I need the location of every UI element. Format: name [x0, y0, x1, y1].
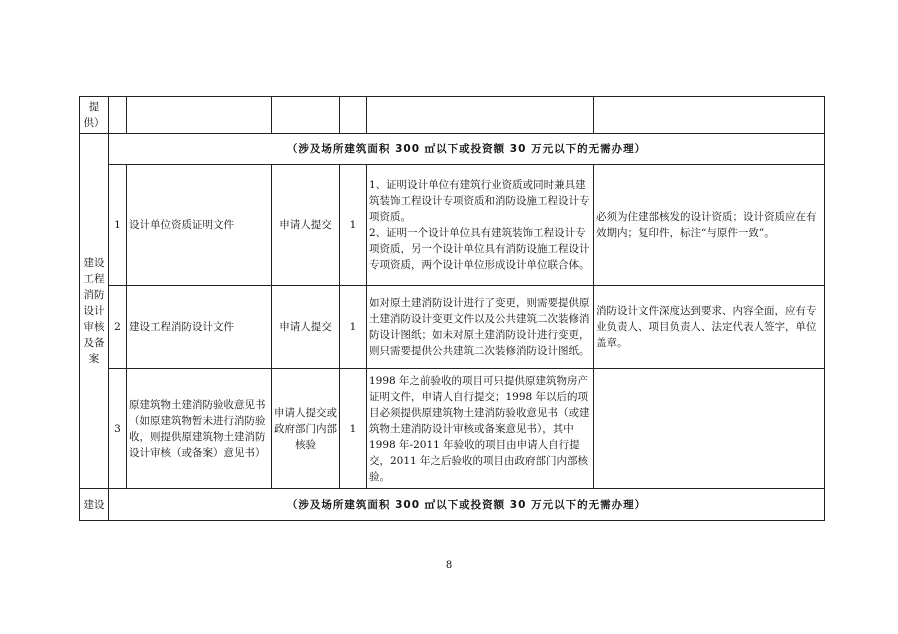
section-label-bottom: 建设 — [80, 489, 109, 521]
empty-cell — [340, 97, 367, 134]
table-row — [80, 286, 825, 369]
material-source: 申请人提交 — [272, 286, 340, 369]
material-description: 如对原土建消防设计进行了变更，则需要提供原土建消防设计变更文件以及公共建筑二次装修消防设计图纸；如未对原土建消防设计进行变更，则只需要提供公共建筑二次装修消防设计图纸。 — [367, 286, 594, 369]
section-label: 建设 工程 消防 设计 审核 及备 案 — [80, 134, 109, 489]
banner-row-bottom — [80, 489, 825, 521]
empty-cell — [272, 97, 340, 134]
table-row — [80, 165, 825, 286]
material-name: 建设工程消防设计文件 — [127, 286, 272, 369]
material-source: 申请人提交或政府部门内部核验 — [272, 369, 340, 489]
banner-note: （涉及场所建筑面积 300 ㎡以下或投资额 30 万元以下的无需办理） — [109, 134, 825, 165]
empty-cell — [109, 97, 127, 134]
row-number: 2 — [109, 286, 127, 369]
material-requirements: 必须为住建部核发的设计资质；设计资质应在有效期内；复印件，标注“与原件一致”。 — [594, 165, 825, 286]
copies: 1 — [340, 286, 367, 369]
copies: 1 — [340, 369, 367, 489]
table-row — [80, 369, 825, 489]
material-source: 申请人提交 — [272, 165, 340, 286]
material-requirements: 消防设计文件深度达到要求、内容全面，应有专业负责人、项目负责人、法定代表人签字，单位盖章。 — [594, 286, 825, 369]
material-description: 1998 年之前验收的项目可只提供原建筑物房产证明文件，申请人自行提交；1998 年以后的项目必须提供原建筑物土建消防验收意见书（或建筑物土建消防设计审核或备案意见书），其中 1998 年-2011 年验收的项目由申请人自行提交，2011 年之后验收的项目由政府部门内部核验。 — [367, 369, 594, 489]
row-number: 3 — [109, 369, 127, 489]
materials-table — [79, 96, 825, 521]
material-name: 原建筑物土建消防验收意见书（如原建筑物暂未进行消防验收，则提供原建筑物土建消防设计审核（或备案）意见书） — [127, 369, 272, 489]
empty-cell — [127, 97, 272, 134]
table-row-top — [80, 97, 825, 134]
material-name: 设计单位资质证明文件 — [127, 165, 272, 286]
copies: 1 — [340, 165, 367, 286]
empty-cell — [367, 97, 594, 134]
banner-row — [80, 134, 825, 165]
banner-note: （涉及场所建筑面积 300 ㎡以下或投资额 30 万元以下的无需办理） — [109, 489, 825, 521]
material-description: 1、证明设计单位有建筑行业资质或同时兼具建筑装饰工程设计专项资质和消防设施工程设计专项资质。 2、证明一个设计单位具有建筑装饰工程设计专项资质，另一个设计单位具有消防设施工程设计专项资质，两个设计单位形成设计单位联合体。 — [367, 165, 594, 286]
empty-cell — [594, 97, 825, 134]
row-number: 1 — [109, 165, 127, 286]
section-label-top: 提 供） — [80, 97, 109, 134]
page-number: 8 — [445, 560, 453, 571]
material-requirements — [594, 369, 825, 489]
